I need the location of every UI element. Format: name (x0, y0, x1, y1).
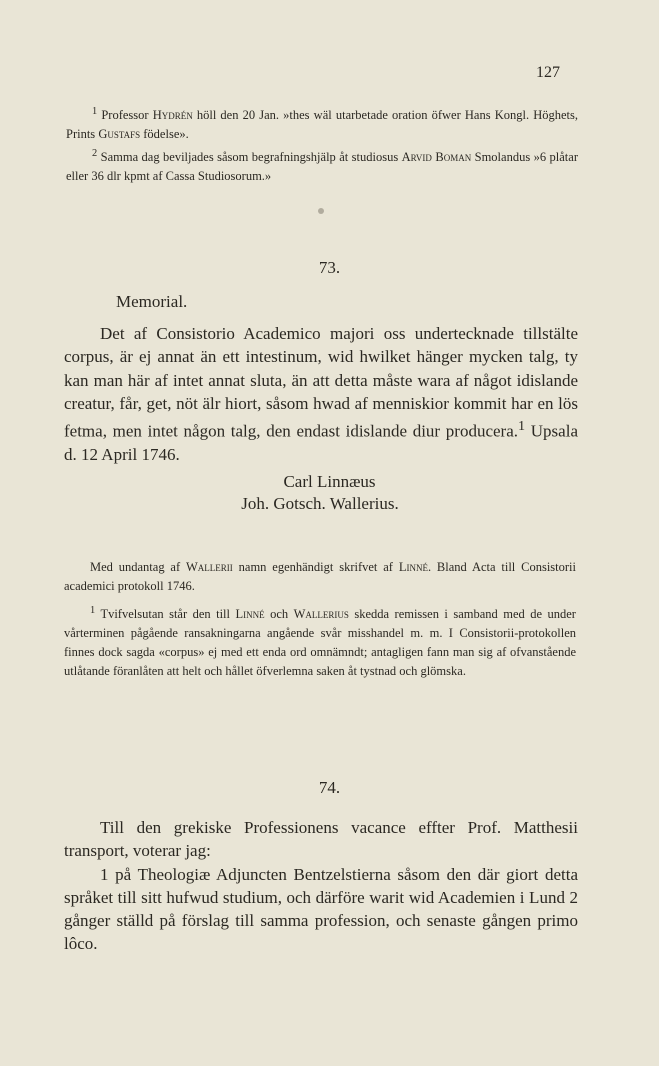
memorial-paragraph: Det af Consistorio Academico majori oss undertecknade tillstälte corpus, är ej annat än ett intestinum, wid hwilket hänger mycken talg, ty kan man här af intet annat sluta, än att detta måste wara af något idislande creatur, får, get, nöt älr hiort, såsom hwad af menniskior kommit har en lös fetma, men intet någon talg, den endast idislande diur producera.$^1$ Upsala d. 12 April 1746. (64, 324, 578, 465)
memorial-notes (64, 558, 576, 681)
section-number-73: 73. (318, 258, 341, 277)
section-74-paragraph-1: Till den grekiske Professionens vacance effter Prof. Matthesii transport, voterar jag: (64, 818, 578, 861)
section-74-paragraph-2: 1 på Theologiæ Adjuncten Bentzelstierna såsom den där giort detta språket till sitt hufwud studium, och därföre warit wid Academien i Lund 2 gånger ställd på förslag till samma profession, och senaste gången primo lôco. (64, 864, 578, 954)
memorial-footnote: $^1$ Tvifvelsutan står den till Linné och Wallerius skedda remissen i samband med de under vårterminen pågående ransakningarna angående svår misshandel m. m. I Consistorii-protokollen finnes dock sagda «corpus» ej med ett enda ord omnämndt; antagligen fann man sig af ofvanstående utlåtande föranlåten att helt och hållet öfverlemna saken åt tystnad och glömska. (64, 605, 576, 679)
footnote-marker: 1 (518, 418, 526, 435)
memorial-body (64, 322, 578, 466)
provenance-note: Med undantag af Wallerii namn egenhändigt skrifvet af Linné. Bland Acta till Consistorii academici protokoll 1746. (64, 560, 577, 593)
section-74-body (64, 816, 578, 956)
footnote-marker: 1 (90, 605, 96, 616)
person-name: Arvid Boman (401, 150, 472, 165)
footnote-2: $^2$ Samma dag beviljades såsom begrafningshjälp åt studiosus Arvid Boman Smolandus »6 plåtar eller 36 dlr kpmt af Cassa Studiosorum.» (66, 148, 578, 184)
page-number: 127 (536, 64, 560, 81)
footnotes-top (66, 102, 578, 186)
signature-wallerius: Joh. Gotsch. Wallerius. (241, 494, 399, 513)
ink-spot (318, 208, 324, 214)
memorial-title: Memorial. (116, 292, 188, 311)
footnote-marker: 2 (92, 148, 98, 160)
person-name: Gustafs (98, 127, 141, 142)
section-number-74: 74. (318, 778, 341, 797)
signature-linnaeus: Carl Linnæus (283, 472, 376, 491)
person-name: Hydrén (152, 108, 193, 123)
footnote-marker: 1 (92, 106, 98, 117)
footnote-1: $^1$ Professor Hydrén höll den 20 Jan. »thes wäl utarbetade oration öfwer Hans Kongl. Höghets, Prints Gustafs födelse». (66, 106, 578, 142)
